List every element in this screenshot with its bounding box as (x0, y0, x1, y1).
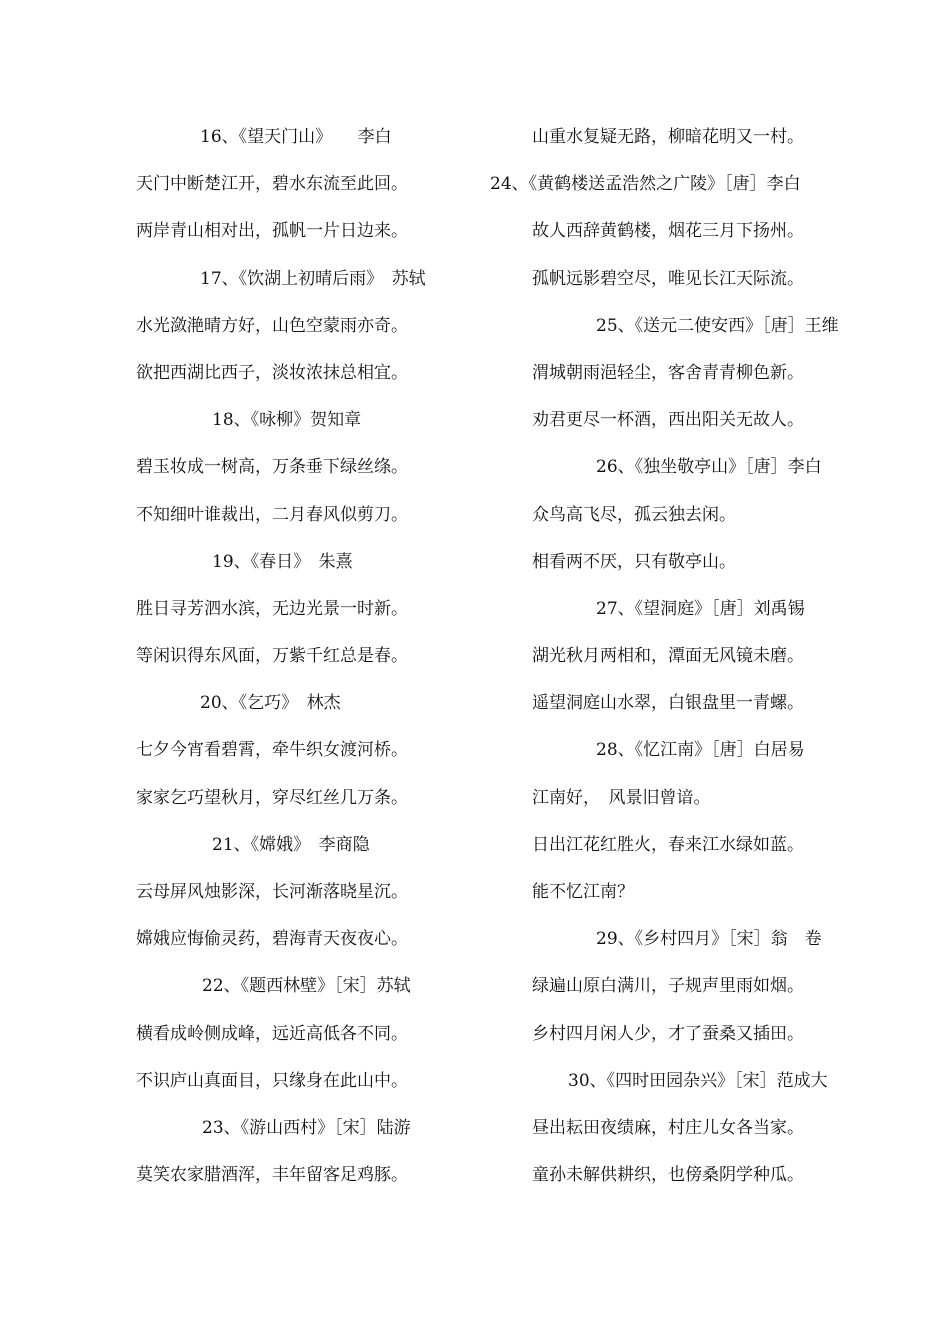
poem-title: 27、《望洞庭》［唐］刘禹锡 (596, 598, 805, 619)
poem-verse: 山重水复疑无路，柳暗花明又一村。 (532, 127, 804, 147)
poem-verse: 故人西辞黄鹤楼，烟花三月下扬州。 (532, 221, 804, 242)
poem-verse: 众鸟高飞尽，孤云独去闲。 (532, 504, 736, 525)
poem-verse: 横看成岭侧成峰，远近高低各不同。 (136, 1023, 408, 1044)
poem-verse: 七夕今宵看碧霄，牵牛织女渡河桥。 (136, 740, 408, 761)
poem-verse: 劝君更尽一杯酒，西出阳关无故人。 (532, 410, 804, 431)
poem-title: 24、《黄鹤楼送孟浩然之广陵》［唐］李白 (490, 174, 801, 195)
poem-verse: 欲把西湖比西子，淡妆浓抹总相宜。 (136, 362, 408, 383)
poem-verse: 乡村四月闲人少，才了蚕桑又插田。 (532, 1023, 804, 1044)
poem-title: 17、《饮湖上初晴后雨》 苏轼 (200, 268, 426, 289)
poem-verse: 绿遍山原白满川，子规声里雨如烟。 (532, 976, 804, 997)
poem-title: 28、《忆江南》［唐］白居易 (596, 740, 805, 761)
poem-title: 20、《乞巧》 林杰 (200, 693, 341, 714)
poem-verse: 家家乞巧望秋月，穿尽红丝几万条。 (136, 787, 408, 808)
poem-verse: 水光潋滟晴方好，山色空蒙雨亦奇。 (136, 315, 408, 336)
left-column (136, 122, 476, 1207)
poem-verse: 不知细叶谁裁出，二月春风似剪刀。 (136, 504, 408, 525)
poem-verse: 天门中断楚江开，碧水东流至此回。 (136, 174, 408, 195)
poem-verse: 莫笑农家腊酒浑，丰年留客足鸡豚。 (136, 1165, 408, 1186)
poem-title: 29、《乡村四月》［宋］翁 卷 (596, 929, 822, 950)
poem-title: 23、《游山西村》［宋］陆游 (202, 1117, 411, 1138)
poem-title: 18、《咏柳》贺知章 (212, 410, 362, 431)
poem-verse: 遥望洞庭山水翠，白银盘里一青螺。 (532, 693, 804, 714)
poem-verse: 昼出耘田夜绩麻，村庄儿女各当家。 (532, 1117, 804, 1138)
poem-verse: 碧玉妆成一树高，万条垂下绿丝绦。 (136, 457, 408, 478)
poem-verse: 不识庐山真面目，只缘身在此山中。 (136, 1070, 408, 1091)
poem-verse: 两岸青山相对出，孤帆一片日边来。 (136, 221, 408, 242)
poem-title: 16、《望天门山》 李白 (200, 127, 392, 147)
right-column (490, 122, 870, 1207)
poem-verse: 相看两不厌，只有敬亭山。 (532, 551, 736, 572)
poem-title: 30、《四时田园杂兴》［宋］范成大 (568, 1070, 828, 1091)
poem-verse: 孤帆远影碧空尽，唯见长江天际流。 (532, 268, 804, 289)
poem-verse: 胜日寻芳泗水滨，无边光景一时新。 (136, 598, 408, 619)
poem-title: 22、《题西林壁》［宋］苏轼 (202, 976, 411, 997)
poem-verse: 云母屏风烛影深，长河渐落晓星沉。 (136, 882, 408, 902)
poem-verse: 江南好， 风景旧曾谙。 (532, 787, 711, 808)
poem-verse: 童孙未解供耕织，也傍桑阴学种瓜。 (532, 1165, 804, 1186)
poem-verse: 能不忆江南？ (532, 882, 634, 902)
poem-verse: 湖光秋月两相和，潭面无风镜未磨。 (532, 646, 804, 667)
poem-title: 21、《嫦娥》 李商隐 (212, 834, 370, 855)
poem-verse: 渭城朝雨浥轻尘，客舍青青柳色新。 (532, 362, 804, 383)
poem-verse: 日出江花红胜火，春来江水绿如蓝。 (532, 834, 804, 855)
poem-title: 26、《独坐敬亭山》［唐］李白 (596, 457, 822, 478)
poem-verse: 嫦娥应悔偷灵药，碧海青天夜夜心。 (136, 929, 408, 950)
poem-title: 19、《春日》 朱熹 (212, 551, 353, 572)
poem-verse: 等闲识得东风面，万紫千红总是春。 (136, 646, 408, 667)
poem-title: 25、《送元二使安西》［唐］王维 (596, 315, 839, 336)
